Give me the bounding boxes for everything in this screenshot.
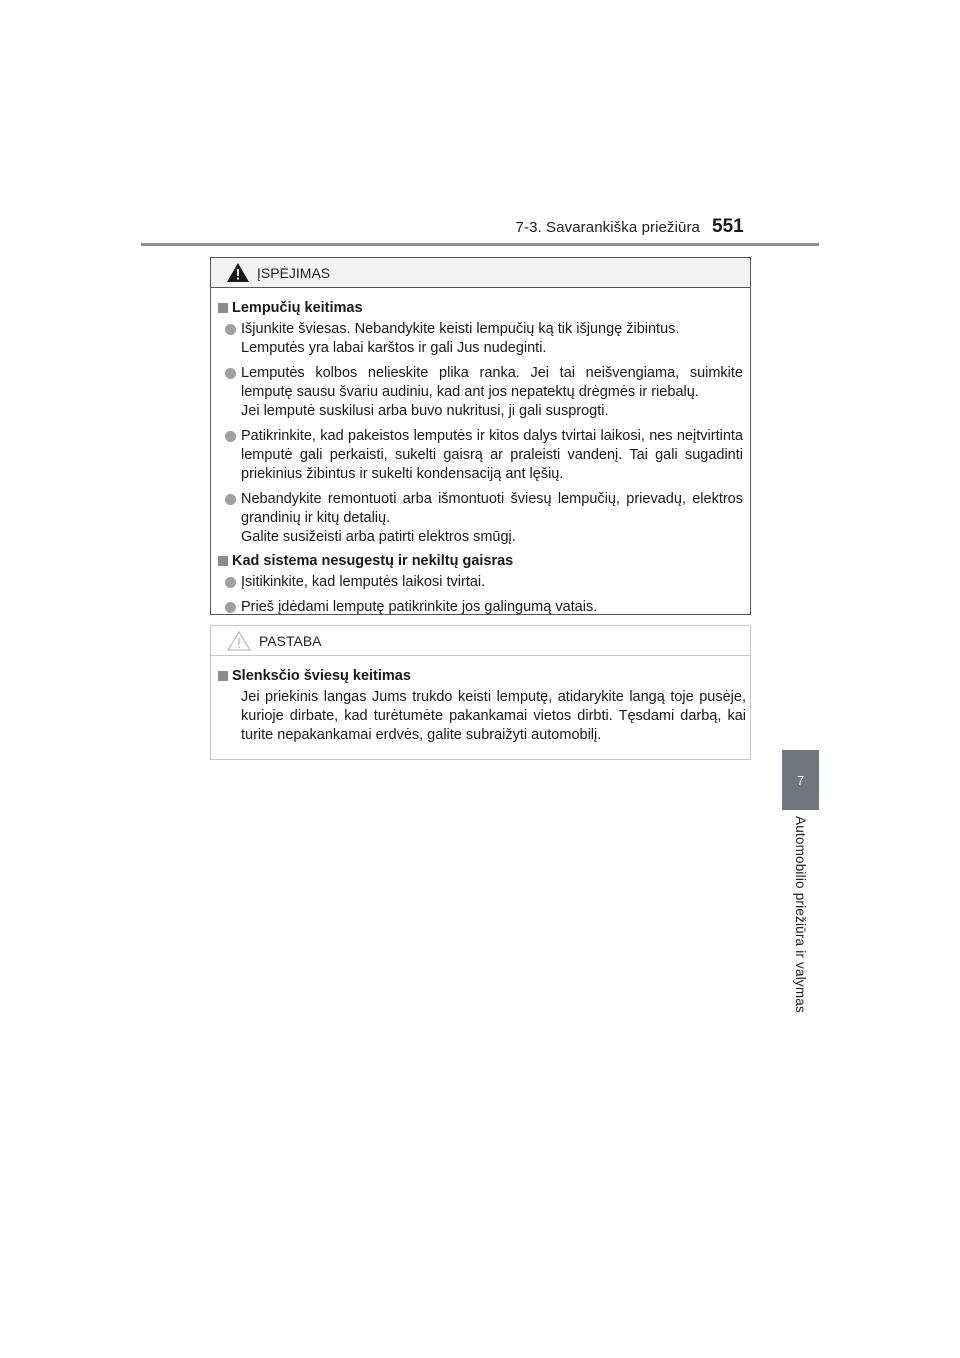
warning-triangle-icon	[227, 263, 249, 282]
round-bullet-icon	[225, 494, 236, 505]
caution-triangle-icon	[227, 631, 251, 651]
chapter-title: Automobilio priežiūra ir valymas	[793, 816, 808, 1013]
notice-body	[211, 656, 750, 745]
square-bullet-icon	[218, 556, 228, 566]
list-item-text: Išjunkite šviesas. Nebandykite keisti lempučių ką tik išjungę žibintus. Lemputės yra labai karštos ir gali Jus nudeginti.	[241, 321, 680, 356]
chapter-number: 7	[796, 772, 805, 788]
notice-label: PASTABA	[259, 632, 322, 649]
list-item-text: Įsitikinkite, kad lemputės laikosi tvirtai.	[241, 574, 486, 590]
list-item-text: Nebandykite remontuoti arba išmontuoti šviesų lempučių, prievadų, elektros grandinių ir kitų detalių. Galite susižeisti arba patirti elektros smūgį.	[241, 491, 743, 545]
square-bullet-icon	[218, 671, 228, 681]
list-item	[218, 598, 743, 617]
list-item	[218, 427, 743, 484]
round-bullet-icon	[225, 368, 236, 379]
round-bullet-icon	[225, 431, 236, 442]
list-item-text: Lemputės kolbos nelieskite plika ranka. Jei tai neišvengiama, suimkite lemputę sausu švariu audiniu, kad ant jos nepatektų drėgmės ir riebalų. Jei lemputė suskilusi arba buvo nukritusi, ji gali susprogti.	[241, 365, 743, 419]
section-title-text: Kad sistema nesugestų ir nekiltų gaisras	[232, 553, 514, 569]
notice-paragraph: Jei priekinis langas Jums trukdo keisti lemputę, atidarykite langą toje pusėje, kurioje dirbate, kad turėtumėte pakankamai vietos dirbti. Tęsdami darbą, kai turite nepakankamai erdvės, galite subraižyti automobilį.	[241, 689, 746, 743]
section-title	[218, 553, 743, 569]
list-item	[218, 573, 743, 592]
warning-header	[211, 258, 750, 288]
list-item	[218, 490, 743, 547]
notice-box	[210, 625, 751, 760]
chapter-side-label	[782, 816, 819, 1036]
list-item	[218, 320, 743, 358]
square-bullet-icon	[218, 303, 228, 313]
round-bullet-icon	[225, 324, 236, 335]
list-item	[218, 364, 743, 421]
section-title	[218, 668, 743, 684]
section-title-text: Lempučių keitimas	[232, 300, 363, 316]
section-title	[218, 300, 743, 316]
round-bullet-icon	[225, 577, 236, 588]
list-item-text: Prieš įdėdami lemputę patikrinkite jos galingumą vatais.	[241, 599, 598, 615]
warning-box	[210, 257, 751, 615]
notice-header	[211, 626, 750, 656]
warning-body	[211, 288, 750, 617]
round-bullet-icon	[225, 602, 236, 613]
warning-label: ĮSPĖJIMAS	[257, 264, 331, 281]
section-title-text: Slenksčio šviesų keitimas	[232, 668, 411, 684]
chapter-tab	[782, 750, 819, 810]
running-header: 7-3. Savarankiška priežiūra	[515, 219, 700, 236]
list-item-text: Patikrinkite, kad pakeistos lemputės ir kitos dalys tvirtai laikosi, nes neįtvirtinta lemputė gali perkaisti, sukelti gaisrą ar praleisti vandenį. Tai gali sugadinti priekinius žibintus ir sukelti kondensaciją ant lęšių.	[241, 428, 743, 482]
header-rule	[141, 243, 819, 246]
page-number: 551	[712, 216, 744, 237]
